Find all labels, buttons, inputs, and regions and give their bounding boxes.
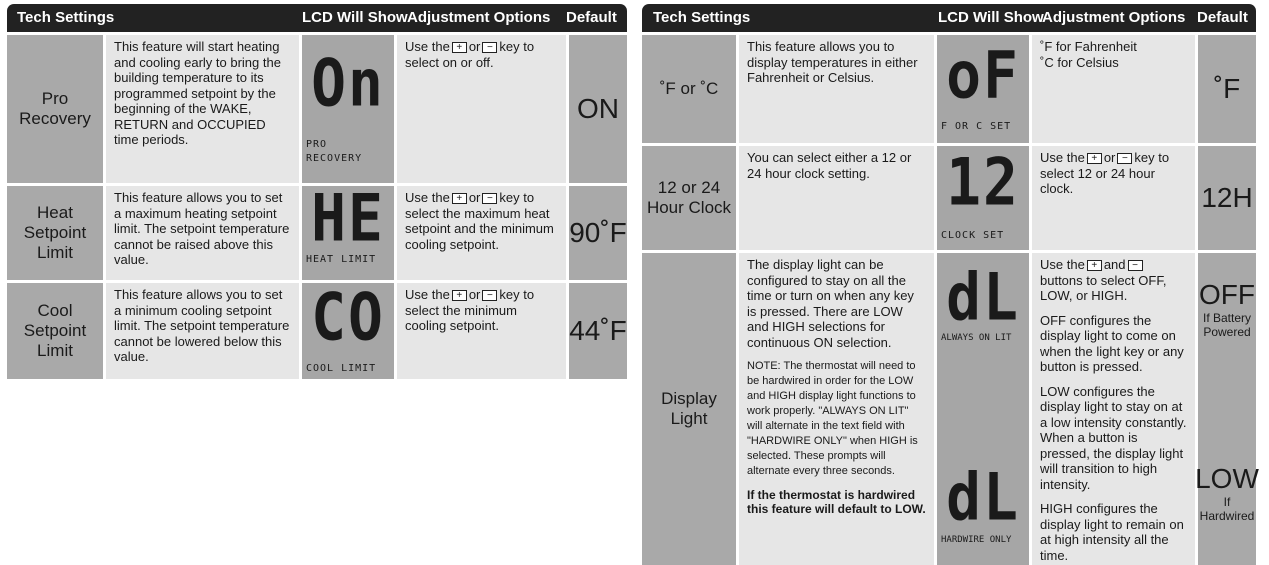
lcd-sub-text: HEAT LIMIT xyxy=(306,254,377,265)
adj-text: ˚C for Celsius xyxy=(1040,54,1119,70)
row-pro-recovery xyxy=(7,35,627,183)
setting-description: This feature allows you to display temperatures in either Fahrenheit or Celsius. xyxy=(739,35,934,143)
adjustment-options xyxy=(397,35,566,183)
setting-description: This feature will start heating and cooling early to bring the building temperature to its programmed setpoint by the beginning of the WAKE, RETURN and OCCUPIED time periods. xyxy=(106,35,299,183)
row-heat-setpoint-limit xyxy=(7,179,627,280)
minus-key-icon: − xyxy=(482,42,497,53)
lcd-main-text: 12 xyxy=(946,143,1020,221)
default-value: 90˚F xyxy=(569,186,627,280)
adj-text: Use the xyxy=(1040,257,1085,272)
adj-off-text: OFF configures the display light to come on when the light key or any button is pressed. xyxy=(1040,312,1184,374)
adj-text: or xyxy=(468,190,481,205)
setting-description: You can select either a 12 or 24 hour clock setting. xyxy=(739,146,934,250)
adjustment-options xyxy=(397,283,566,379)
setting-description xyxy=(739,253,934,565)
adj-text: key to select 12 or 24 hour clock. xyxy=(1040,150,1170,196)
lcd-main-text: CO xyxy=(311,278,385,356)
lcd-main-text: dL xyxy=(946,258,1020,336)
adj-text: Use the xyxy=(405,39,450,54)
left-table-header xyxy=(7,4,627,32)
default-value: 12H xyxy=(1198,146,1256,250)
lcd-main-text: HE xyxy=(311,179,385,257)
setting-name: Cool Setpoint Limit xyxy=(7,283,103,379)
right-settings-table xyxy=(642,4,1259,563)
adj-text: or xyxy=(468,287,481,302)
right-table-header xyxy=(642,4,1256,32)
adj-text: or xyxy=(468,39,481,54)
adj-text: Use the xyxy=(1040,150,1085,165)
left-settings-table xyxy=(7,4,627,374)
lcd-main-text: oF xyxy=(946,36,1020,114)
header-tech-settings: Tech Settings xyxy=(17,9,115,26)
row-temperature-scale xyxy=(642,35,1256,143)
desc-main: The display light can be configured to stay on all the time or turn on when any key is pressed. There are LOW and HIGH selections for continuous ON selection. xyxy=(747,257,914,350)
minus-key-icon: − xyxy=(482,193,497,204)
default-off: OFF xyxy=(1199,279,1255,310)
lcd-main-text: On xyxy=(311,44,385,122)
adj-text: Use the xyxy=(405,287,450,302)
lcd-sub-text: HARDWIRE ONLY xyxy=(941,535,1012,545)
lcd-display xyxy=(302,278,394,379)
setting-name: Pro Recovery xyxy=(7,35,103,183)
lcd-sub-text: PRO xyxy=(306,139,328,150)
lcd-main-text: dL xyxy=(946,458,1020,536)
setting-name: Heat Setpoint Limit xyxy=(7,186,103,280)
adj-text: key to select on or off. xyxy=(405,39,535,70)
lcd-display xyxy=(937,35,1029,143)
adj-text: buttons to select OFF, LOW, or HIGH. xyxy=(1040,272,1167,303)
lcd-display xyxy=(937,253,1029,565)
setting-description: This feature allows you to set a minimum cooling setpoint limit. The setpoint temperature cannot be lowered below this value. xyxy=(106,283,299,379)
setting-name: Display Light xyxy=(642,253,736,565)
desc-note: NOTE: The thermostat will need to be hardwired in order for the LOW and HIGH display light functions to work properly. "ALWAYS ON LIT" will alternate in the text field with "HARDWIRE ONLY" when HIGH is selected. These prompts will alternate every three seconds. xyxy=(747,360,918,477)
lcd-display xyxy=(302,35,394,183)
plus-key-icon: + xyxy=(1087,153,1102,164)
minus-key-icon: − xyxy=(1117,153,1132,164)
header-adjustment-options: Adjustment Options xyxy=(1042,9,1186,26)
default-value: ˚F xyxy=(1198,35,1256,143)
adj-low-text: LOW configures the display light to stay on at a low intensity constantly. When a button is pressed, the display light will transition to high intensity. xyxy=(1040,383,1187,492)
default-value: 44˚F xyxy=(569,283,627,379)
row-cool-setpoint-limit xyxy=(7,278,627,379)
row-hour-clock xyxy=(642,143,1256,250)
plus-key-icon: + xyxy=(452,290,467,301)
header-default: Default xyxy=(1197,9,1248,26)
setting-name: ˚F or ˚C xyxy=(642,35,736,143)
default-low: LOW xyxy=(1195,463,1259,494)
plus-key-icon: + xyxy=(1087,260,1102,271)
adjustment-options xyxy=(1032,146,1195,250)
lcd-sub-text: CLOCK SET xyxy=(941,230,1005,241)
adj-text: Use the xyxy=(405,190,450,205)
setting-description: This feature allows you to set a maximum heating setpoint limit. The setpoint temperature cannot be raised above this value. xyxy=(106,186,299,280)
adjustment-options xyxy=(1032,253,1195,565)
lcd-display xyxy=(937,143,1029,250)
adj-high-text: HIGH configures the display light to remain on at high intensity all the time. xyxy=(1040,501,1184,563)
row-display-light xyxy=(642,253,1259,565)
lcd-sub-text: F OR C SET xyxy=(941,121,1012,132)
lcd-display xyxy=(302,179,394,280)
adjustment-options xyxy=(397,186,566,280)
adjustment-options xyxy=(1032,35,1195,143)
lcd-sub-text: RECOVERY xyxy=(306,153,363,164)
header-tech-settings: Tech Settings xyxy=(653,9,751,26)
adj-text: key to select the maximum heat setpoint and the minimum cooling setpoint. xyxy=(405,190,554,252)
default-low-note: If Hardwired xyxy=(1199,495,1255,523)
minus-key-icon: − xyxy=(482,290,497,301)
header-lcd-will-show: LCD Will Show xyxy=(302,9,408,26)
adj-text: key to select the minimum cooling setpoint. xyxy=(405,287,535,333)
adj-intro xyxy=(1040,257,1187,304)
header-adjustment-options: Adjustment Options xyxy=(407,9,551,26)
plus-key-icon: + xyxy=(452,42,467,53)
setting-name: 12 or 24 Hour Clock xyxy=(642,146,736,250)
default-value: ON xyxy=(569,35,627,183)
lcd-sub-text: COOL LIMIT xyxy=(306,363,377,374)
lcd-sub-text: ALWAYS ON LIT xyxy=(941,333,1012,343)
adj-text: or xyxy=(1103,150,1116,165)
header-default: Default xyxy=(566,9,617,26)
header-lcd-will-show: LCD Will Show xyxy=(938,9,1044,26)
adj-text: and xyxy=(1103,257,1126,272)
desc-bold-note: If the thermostat is hardwired this feature will default to LOW. xyxy=(747,488,926,516)
minus-key-icon: − xyxy=(1128,260,1143,271)
adj-text: ˚F for Fahrenheit xyxy=(1040,39,1137,54)
default-value xyxy=(1195,253,1259,565)
plus-key-icon: + xyxy=(452,193,467,204)
default-off-note: If Battery Powered xyxy=(1202,311,1252,339)
